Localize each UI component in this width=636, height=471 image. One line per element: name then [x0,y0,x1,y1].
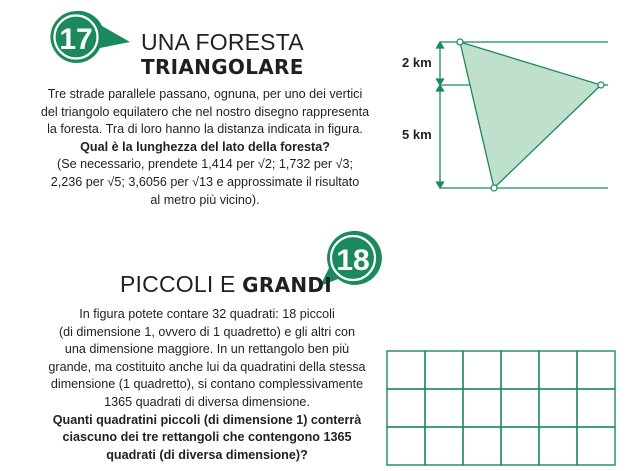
grid-cell [387,427,425,465]
grid-cell [463,389,501,427]
problem-17-number: 17 [59,23,93,56]
problem-18-text [42,306,372,464]
problem-18-title-light: PICCOLI E [120,271,236,297]
grid-cell [501,427,539,465]
problem-17-title-line1: UNA FORESTA [141,29,304,55]
grid-cell [577,351,615,389]
grid-cell [463,351,501,389]
problem-18-number: 18 [336,244,370,277]
grid-cell [387,389,425,427]
problem-18-question-line: Quanti quadratini piccoli (di dimensione 1) conterrà [52,412,362,427]
problem-17-hint-line: (Se necessario, prendete 1,414 per √2; 1,732 per √3; [57,157,353,172]
square-grid-figure [386,350,618,467]
forest-triangle [460,42,601,188]
grid-cell [577,389,615,427]
distance-label-bottom: 5 km [402,127,432,142]
grid-cell [539,351,577,389]
problem-17-text-line: del triangolo equilatero che nel nostro disegno rappresenta [40,104,370,119]
vertex-marker [491,185,497,191]
problem-18-text-line: In figura potete contare 32 quadrati: 18 piccoli [79,307,335,321]
problem-17-hint-line: 2,236 per √5; 3,6056 per √13 e approssimate il risultato [50,174,360,189]
problem-17-hint-line: al metro più vicino). [150,192,260,207]
grid-cell [425,351,463,389]
problem-17-text-line: la foresta. Tra di loro hanno la distanza indicata in figura. [47,122,363,137]
problem-17-title-line2: TRIANGOLARE [141,55,304,79]
problem-17-question: Qual è la lunghezza del lato della foresta? [80,139,330,154]
problem-18-question-line: quadrati (di diversa dimensione)? [106,447,308,462]
grid-cell [463,427,501,465]
grid-cell [387,351,425,389]
vertex-marker [598,82,604,88]
problem-18-text-line: (di dimensione 1, ovvero di 1 quadretto) e gli altri con [58,324,356,339]
grid-cell [425,427,463,465]
grid-cell [539,389,577,427]
problem-18-text-line: una dimensione maggiore. In un rettangolo ben più [64,342,350,357]
vertex-marker [457,39,463,45]
distance-label-top: 2 km [402,55,432,70]
problem-18-text-line: 1365 quadrati di diversa dimensione. [104,394,310,409]
problem-17-text-line: Tre strade parallele passano, ognuna, per uno dei vertici [47,87,363,101]
problem-18-title-bold: GRANDI [242,273,333,297]
grid-cell [539,427,577,465]
grid-cell [425,389,463,427]
problem-18-title [120,272,332,298]
problem-18-question-line: ciascuno dei tre rettangoli che contengono 1365 [62,430,352,445]
problem-18-text-line: dimensione (1 quadretto), si contano complessivamente [50,377,364,392]
problem-18-text-line: grande, ma costituito anche lui da quadratini della stessa [48,359,366,374]
grid-cell [577,427,615,465]
grid-cell [501,389,539,427]
grid-cell [501,351,539,389]
